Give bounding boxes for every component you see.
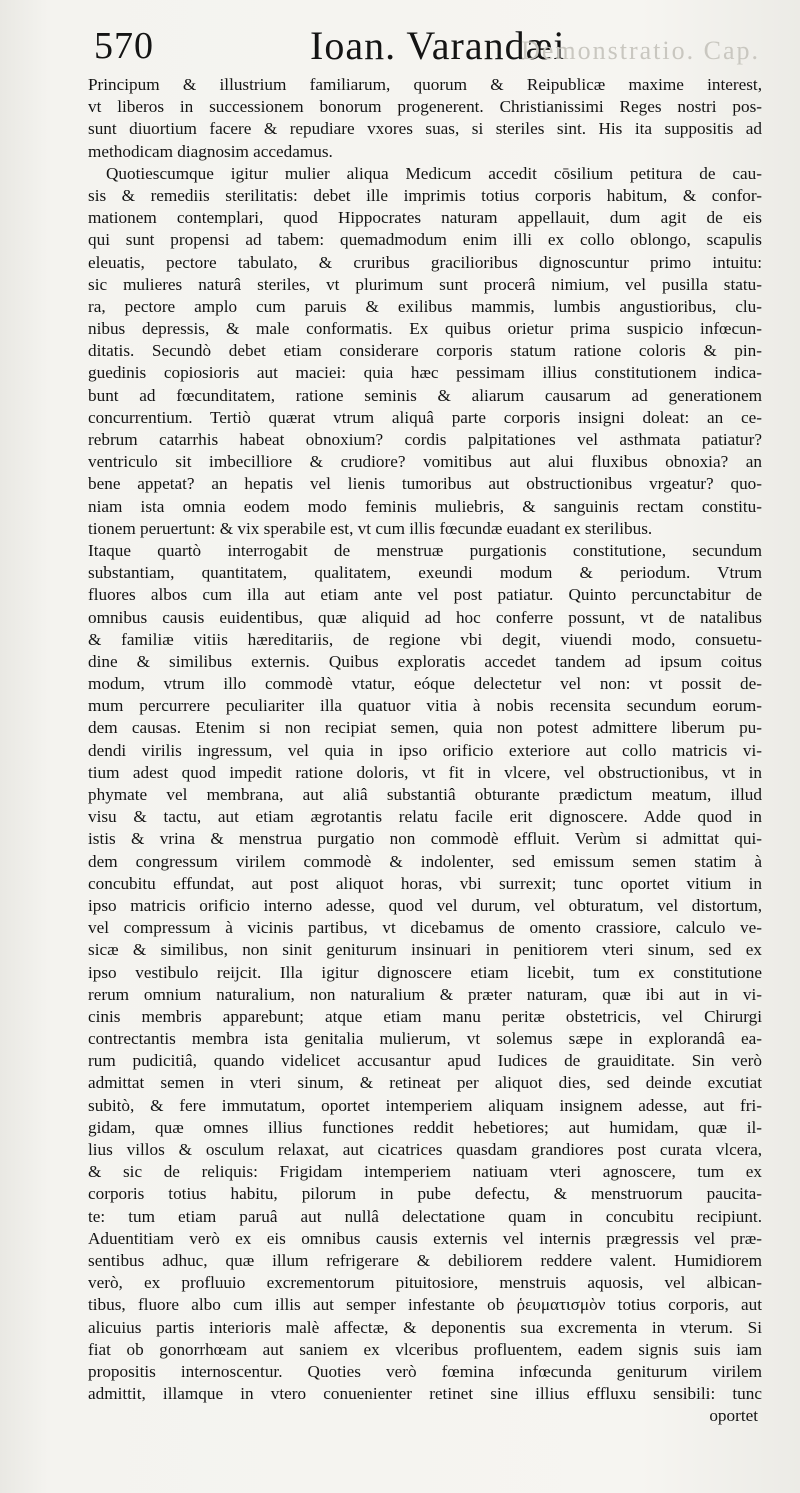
text-line: dine & similibus externis. Quibus exploratis accedet tandem ad ipsum coitus — [88, 651, 762, 671]
text-line: ventriculo sit imbecilliore & crudiore? vomitibus aut alui fluxibus obnoxia? an — [88, 452, 762, 472]
text-line: & sic de reliquis: Frigidam intemperiem natiuam vteri agnoscere, tum ex — [88, 1162, 762, 1182]
text-line: rebrum catarrhis habeat obnoxium? cordis palpitationes vel asthmata patiatur? — [88, 430, 762, 449]
text-line: vel compressum à vicinis partibus, vt dicebamus de omento crassiore, calculo ve- — [88, 918, 762, 938]
text-line: tionem peruertunt: & vix sperabile est, vt cum illis fœcundæ euadant ex sterilibus. — [88, 518, 653, 538]
text-line: mationem contemplari, quod Hippocrates naturam appellauit, dum agit de eis — [88, 208, 762, 228]
text-line: tium adest quod impedit ratione doloris, vt fit in vlcere, vel obstructionibus, vt in — [88, 762, 762, 782]
text-line: sunt diuortium facere & repudiare vxores suas, si steriles sint. His ita suppositis ad — [88, 119, 762, 139]
text-line: tibus, fluore albo cum illis aut semper infestante ob ῥευματισμὸν totius corporis, aut — [88, 1295, 762, 1315]
text-line: sentibus adhuc, quæ illum refrigerare & debiliorem reddere valent. Humidiorem — [88, 1250, 762, 1270]
text-line: Aduentitiam verò ex eis omnibus causis externis vel internis prægressis vel præ- — [88, 1228, 762, 1248]
text-line: qui sunt propensi ad tabem: quemadmodum enim illi ex collo oblongo, scapulis — [88, 230, 762, 250]
text-line: subitò, & fere immutatum, oportet intemperiem aliquam insignem adesse, aut fri- — [88, 1095, 762, 1115]
text-line: visu & tactu, aut etiam ægrotantis relatu facile erit dignoscere. Adde quod in — [88, 807, 762, 827]
text-line: nibus depressis, & male conformatis. Ex quibus orietur prima suspicio infœcun- — [88, 319, 762, 339]
text-line: gidam, quæ omnes illius functiones reddit hebetiores; aut humidam, quæ il- — [88, 1117, 762, 1137]
text-line: contrectantis membra ista genitalia mulierum, vt solemus sæpe in explorandâ ea- — [88, 1029, 762, 1049]
text-line: corporis totius habitu, pilorum in pube defectu, & menstruorum paucita- — [88, 1184, 762, 1204]
show-through-text: Demonstratio. Cap. — [521, 36, 760, 65]
text-line: ipso matricis orificio interno adesse, quod vel durum, vel obturatum, vel distortum, — [88, 895, 762, 915]
text-line: sis & remediis sterilitatis: debet ille imprimis totius corporis habitum, & confor- — [88, 185, 762, 205]
text-line: dendi virilis ingressum, vel quia in ipso orificio exteriore aut collo matricis vi- — [88, 740, 762, 760]
text-line: lius villos & osculum relaxat, aut cicatrices quasdam grandiores post curata vlcera, — [88, 1140, 762, 1159]
text-line: substantiam, quantitatem, qualitatem, exeundi modum & periodum. Vtrum — [88, 563, 762, 583]
text-line: sicæ & similibus, non sinit geniturum insinuari in penitiorem vteri sinum, sed ex — [88, 940, 762, 960]
text-line: niam ista omnia eodem modo feminis muliebris, & sanguinis rectam constitu- — [88, 496, 762, 516]
text-line: modum, vtrum illo commodè vtatur, eóque delectetur vel non: vt possit de- — [88, 674, 762, 694]
text-line: fluores albos cum illa aut etiam ante vel post patiatur. Quinto percunctabitur de — [88, 585, 762, 605]
page-number: 570 — [94, 25, 154, 67]
text-line: omnibus causis euidentibus, quæ aliquid ad hoc conferre possunt, vt de natalibus — [88, 607, 762, 627]
text-line: guedinis copiosioris aut maciei: quia hæc pessimam illius constitutionem indica- — [88, 363, 762, 383]
text-line: ditatis. Secundò debet etiam considerare corporis statum ratione coloris & pin- — [88, 341, 762, 361]
text-line: bene appetat? an hepatis vel lienis tumoribus aut obstructionibus vrgeatur? quo- — [88, 474, 762, 494]
text-line: rerum omnium naturalium, non naturalium & præter naturam, quæ ibi aut in vi- — [88, 984, 762, 1004]
text-line: Itaque quartò interrogabit de menstruæ purgationis constitutione, secundum — [88, 540, 762, 560]
page-header — [88, 18, 768, 74]
text-line: te: tum etiam paruâ aut nullâ delectatione quam in concubitu recipiunt. — [88, 1206, 762, 1226]
text-line: ipso vestibulo reijcit. Illa igitur dignoscere etiam licebit, tum ex constitutione — [88, 962, 762, 982]
text-line: methodicam diagnosim accedamus. — [88, 141, 333, 161]
text-line: bunt ad fœcunditatem, ratione seminis & aliarum causarum ad generationem — [88, 385, 762, 405]
text-line: rum pudicitiâ, quando videlicet accusantur apud Iudices de grauiditate. Sin verò — [88, 1051, 762, 1071]
text-line: eleuatis, pectore tabulato, & cruribus gracilioribus dignoscuntur primo intuitu: — [88, 252, 762, 272]
text-line: alicuius partis interioris malè affectæ, & deponentis sua excrementa in vterum. Si — [88, 1317, 762, 1337]
running-head: Ioan. Varandæi — [310, 23, 566, 68]
catchword: oportet — [709, 1406, 758, 1425]
text-line: dem causas. Etenim si non recipiat semen, quia non potest admittere liberum pu- — [88, 718, 762, 738]
text-line: verò, ex profluuio excrementorum pituitosiore, menstruis aquosis, vel albican- — [88, 1273, 762, 1293]
text-line: mum percurrere peculiariter illa quatuor vitia à nobis recensita secundum eorum- — [88, 696, 762, 716]
text-line: admittat semen in vteri sinum, & retineat per aliquot dies, sed deinde excutiat — [88, 1073, 762, 1093]
text-line: dem congressum virilem commodè & indolenter, sed emissum semen statim à — [88, 851, 762, 871]
text-body — [88, 74, 762, 1405]
text-line: phymate vel membrana, aut aliâ substantiâ obturante prædictum meatum, illud — [88, 785, 762, 804]
text-line: Principum & illustrium familiarum, quorum & Reipublicæ maxime interest, — [88, 75, 762, 94]
text-line: & familiæ vitiis hæreditariis, de regione vbi degit, viuendi modo, consuetu- — [88, 629, 762, 649]
text-line: fiat ob gonorrhœam aut saniem ex vlceribus profluentem, eadem signis suis iam — [88, 1339, 762, 1359]
text-line: concubitu effundat, aut post aliquot horas, vbi surrexit; tunc oportet vitium in — [88, 873, 762, 893]
text-line: ra, pectore amplo cum paruis & exilibus mammis, lumbis angustioribus, clu- — [88, 296, 762, 316]
text-line: istis & vrina & menstrua purgatio non commodè effluit. Verùm si admittat qui- — [88, 829, 762, 849]
text-line: cinis membris apparebunt; atque etiam manu peritæ obstetricis, vel Chirurgi — [88, 1006, 762, 1026]
text-line: Quotiescumque igitur mulier aliqua Medicum accedit cōsilium petitura de cau- — [106, 163, 762, 183]
text-line: concurrentium. Tertiò quærat vtrum aliquâ parte corporis insigni doleat: an ce- — [88, 407, 762, 427]
text-line: admittit, illamque in vtero conuenienter retinet sine illius effluxu sensibili: tunc — [88, 1384, 762, 1404]
text-line: propositis internoscentur. Quoties verò fœmina infœcunda geniturum virilem — [88, 1361, 762, 1381]
text-line: sic mulieres naturâ steriles, vt plurimum sunt procerâ nimium, vel pusilla statu- — [88, 274, 762, 294]
text-line: vt liberos in successionem bonorum progenerent. Christianissimi Reges nostri pos- — [88, 97, 762, 117]
